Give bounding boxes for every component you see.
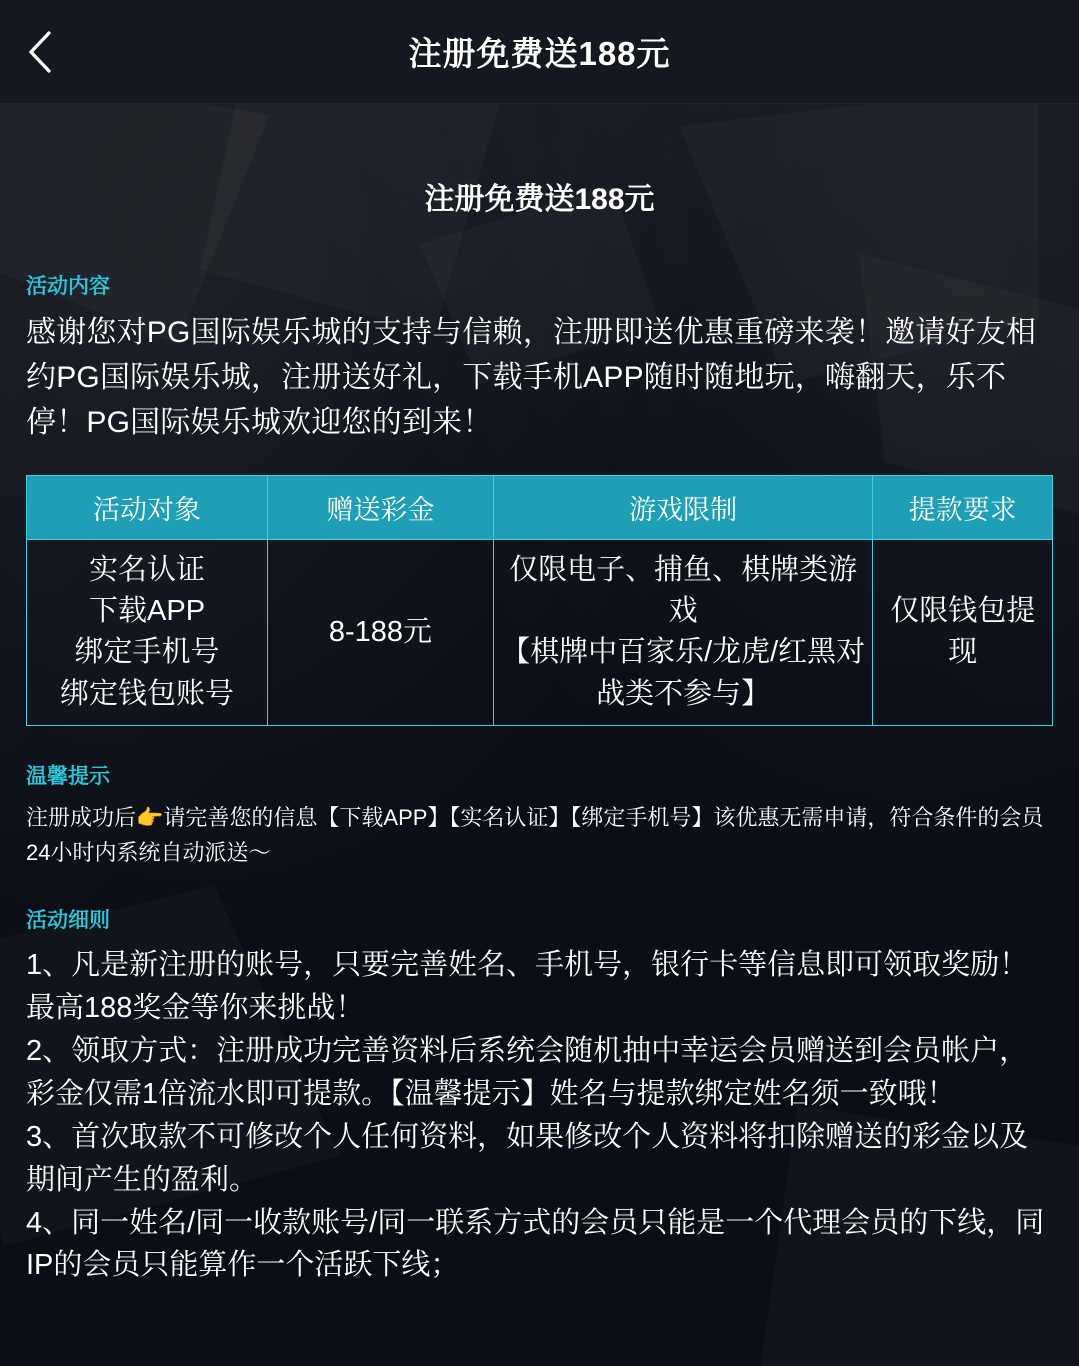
table-cell-target: 实名认证 下载APP 绑定手机号 绑定钱包账号: [27, 540, 268, 726]
tips-block: [26, 760, 1053, 870]
tips-label: 温馨提示: [26, 764, 110, 788]
rules-block: [26, 904, 1053, 1287]
activity-content-label: 活动内容: [26, 275, 110, 298]
back-button[interactable]: [0, 0, 80, 104]
table-header-cell: 活动对象: [27, 476, 268, 540]
promo-heading: 注册免费送188元: [424, 183, 655, 216]
activity-content-block: [26, 270, 1053, 445]
rule-item: 4、同一姓名/同一收款账号/同一联系方式的会员只能是一个代理会员的下线，同IP的会员只能算作一个活跃下线；: [26, 1206, 1045, 1282]
rule-item: 1、凡是新注册的账号，只要完善姓名、手机号，银行卡等信息即可领取奖励！ 最高188奖金等你来挑战！: [26, 949, 1029, 1024]
promo-table: [26, 475, 1053, 726]
chevron-left-icon: [25, 29, 55, 75]
promo-content: [0, 104, 1079, 1366]
rule-item: 2、领取方式：注册成功完善资料后系统会随机抽中幸运会员赠送到会员帐户，彩金仅需1倍流水即可提款。【温馨提示】姓名与提款绑定姓名须一致哦！: [26, 1034, 1029, 1110]
rules-list: [26, 944, 1053, 1287]
page-title: 注册免费送188元: [408, 35, 671, 72]
rule-item: 3、首次取款不可修改个人任何资料，如果修改个人资料将扣除赠送的彩金以及期间产生的盈利。: [26, 1120, 1029, 1196]
table-header-cell: 游戏限制: [493, 476, 873, 540]
table-cell-game-limit: 仅限电子、捕鱼、棋牌类游戏 【棋牌中百家乐/龙虎/红黑对战类不参与】: [493, 540, 873, 726]
table-header-cell: 提款要求: [873, 476, 1053, 540]
table-header-row: [27, 476, 1053, 540]
table-row: [27, 540, 1053, 726]
rules-label: 活动细则: [26, 909, 110, 933]
table-header-cell: 赠送彩金: [268, 476, 494, 540]
activity-content-text: 感谢您对PG国际娱乐城的支持与信赖，注册即送优惠重磅来袭！邀请好友相约PG国际娱乐城，注册送好礼，下载手机APP随时随地玩，嗨翻天，乐不停！PG国际娱乐城欢迎您的到来！: [26, 316, 1037, 439]
tips-text: 注册成功后👉请完善您的信息【下载APP】【实名认证】【绑定手机号】该优惠无需申请，符合条件的会员24小时内系统自动派送～: [26, 804, 1044, 865]
table-cell-bonus: 8-188元: [268, 540, 494, 726]
app-header: [0, 0, 1079, 104]
table-cell-withdraw: 仅限钱包提现: [873, 540, 1053, 726]
